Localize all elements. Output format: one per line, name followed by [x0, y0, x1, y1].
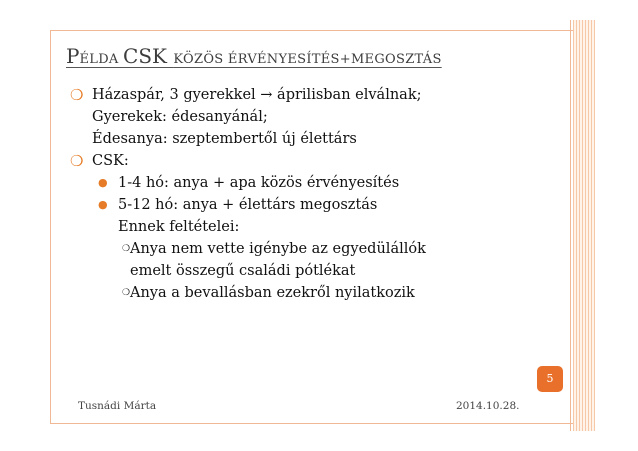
sub2-line1: 5-12 hó: anya + élettárs megosztás	[118, 197, 378, 213]
cond2-text: Anya a bevallásban ezekről nyilatkozik	[130, 285, 415, 301]
frame-bottom-border	[50, 423, 573, 424]
orange-dot-bullet-icon: ●	[98, 176, 108, 189]
sub1-text: 1-4 hó: anya + apa közös érvényesítés	[118, 175, 400, 191]
title-rest-1: ÉLDA	[79, 52, 124, 67]
dark-ring-bullet-icon: ❍	[122, 288, 131, 298]
title-csk: CSK	[123, 44, 174, 68]
item2-text: CSK:	[92, 153, 129, 169]
sub-bullet-2	[66, 194, 556, 238]
page-number-badge: 5	[537, 366, 563, 392]
cond1-line2: emelt összegű családi pótlékat	[130, 263, 356, 279]
slide-title	[66, 44, 442, 68]
item1-line1: Házaspár, 3 gyerekkel → áprilisban elválnak;	[92, 87, 422, 103]
footer-author: Tusnádi Márta	[78, 400, 157, 412]
frame-top-border	[50, 30, 573, 31]
decorative-stripe	[573, 20, 595, 431]
item1-line3: Édesanya: szeptembertől új élettárs	[92, 131, 357, 147]
sub-bullet-1	[66, 172, 556, 194]
orange-ring-bullet-icon: ❍	[70, 152, 84, 170]
frame-left-border	[50, 30, 51, 423]
stripe-edge	[570, 20, 571, 431]
condition-2	[66, 282, 556, 304]
slide-content	[66, 84, 556, 304]
orange-dot-bullet-icon: ●	[98, 198, 108, 211]
sub2-line2: Ennek feltételei:	[118, 219, 240, 235]
condition-1	[66, 238, 556, 282]
item1-line2: Gyerekek: édesanyánál;	[92, 109, 268, 125]
title-rest-2: KÖZÖS ÉRVÉNYESÍTÉS+MEGOSZTÁS	[173, 52, 442, 67]
cond1-line1: Anya nem vette igénybe az egyedülállók	[130, 241, 426, 257]
footer-date: 2014.10.28.	[456, 400, 520, 412]
bullet-item-1	[66, 84, 556, 150]
dark-ring-bullet-icon: ❍	[122, 244, 131, 254]
bullet-item-2	[66, 150, 556, 172]
orange-ring-bullet-icon: ❍	[70, 86, 84, 104]
title-cap: P	[66, 44, 80, 68]
